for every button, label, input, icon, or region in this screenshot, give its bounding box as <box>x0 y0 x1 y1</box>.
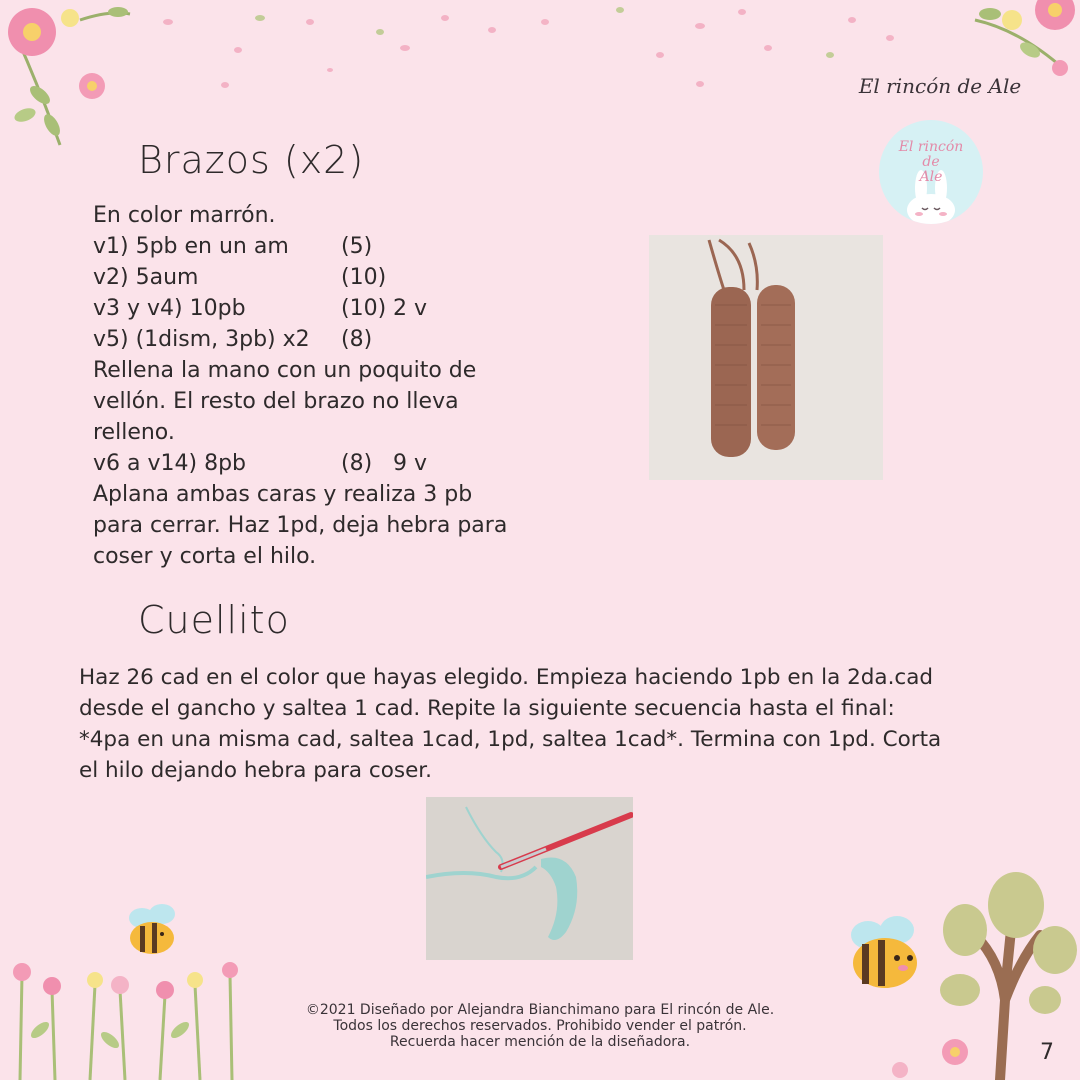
cuellito-instructions <box>79 662 1019 786</box>
logo-text: El rincón de Ale <box>898 139 964 185</box>
instruction-line: *4pa en una misma cad, saltea 1cad, 1pd, saltea 1cad*. Termina con 1pd. Corta <box>79 727 942 752</box>
stitch-count: (8) <box>341 451 373 476</box>
stitch-count: (10) <box>341 265 387 290</box>
round-row <box>93 324 563 355</box>
brand-signature: El rincón de Ale <box>858 74 1022 98</box>
bee-icon <box>129 904 175 954</box>
round-step: v5) (1dism, 3pb) x2 <box>93 327 310 352</box>
footer-line: Todos los derechos reservados. Prohibido vender el patrón. <box>333 1018 747 1034</box>
brazos-instructions <box>93 200 563 572</box>
round-step: v1) 5pb en un am <box>93 234 289 259</box>
round-repeat: 9 v <box>393 451 428 476</box>
tree-icon <box>940 872 1077 1080</box>
round-row <box>93 231 563 262</box>
footer-line: Recuerda hacer mención de la diseñadora. <box>389 1034 691 1050</box>
instruction-line: el hilo dejando hebra para coser. <box>79 758 433 783</box>
round-row <box>93 293 563 324</box>
section-title-cuellito: Cuellito <box>138 598 290 642</box>
brand-logo <box>879 120 983 224</box>
intro-line: En color marrón. <box>93 203 276 228</box>
footer-line: ©2021 Diseñado por Alejandra Bianchimano para El rincón de Ale. <box>305 1002 775 1018</box>
page-number: 7 <box>1040 1040 1054 1065</box>
bee-icon <box>851 916 917 988</box>
copyright-footer <box>240 1002 840 1050</box>
note-line: relleno. <box>93 420 175 445</box>
closing-line: coser y corta el hilo. <box>93 544 317 569</box>
round-step: v6 a v14) 8pb <box>93 451 247 476</box>
round-repeat: 2 v <box>393 296 428 321</box>
round-step: v2) 5aum <box>93 265 199 290</box>
crochet-arms-photo <box>649 235 883 480</box>
stitch-count: (5) <box>341 234 373 259</box>
stitch-count: (10) <box>341 296 387 321</box>
instruction-line: Haz 26 cad en el color que hayas elegido. Empieza haciendo 1pb en la 2da.cad <box>79 665 934 690</box>
section-title-brazos: Brazos (x2) <box>138 138 365 182</box>
round-step: v3 y v4) 10pb <box>93 296 246 321</box>
note-line: Rellena la mano con un poquito de <box>93 358 477 383</box>
closing-line: Aplana ambas caras y realiza 3 pb <box>93 482 473 507</box>
stitch-count: (8) <box>341 327 373 352</box>
round-row <box>93 262 563 293</box>
crochet-collar-photo <box>426 797 633 960</box>
round-row <box>93 448 563 479</box>
instruction-line: desde el gancho y saltea 1 cad. Repite la siguiente secuencia hasta el final: <box>79 696 895 721</box>
closing-line: para cerrar. Haz 1pd, deja hebra para <box>93 513 508 538</box>
note-line: vellón. El resto del brazo no lleva <box>93 389 459 414</box>
